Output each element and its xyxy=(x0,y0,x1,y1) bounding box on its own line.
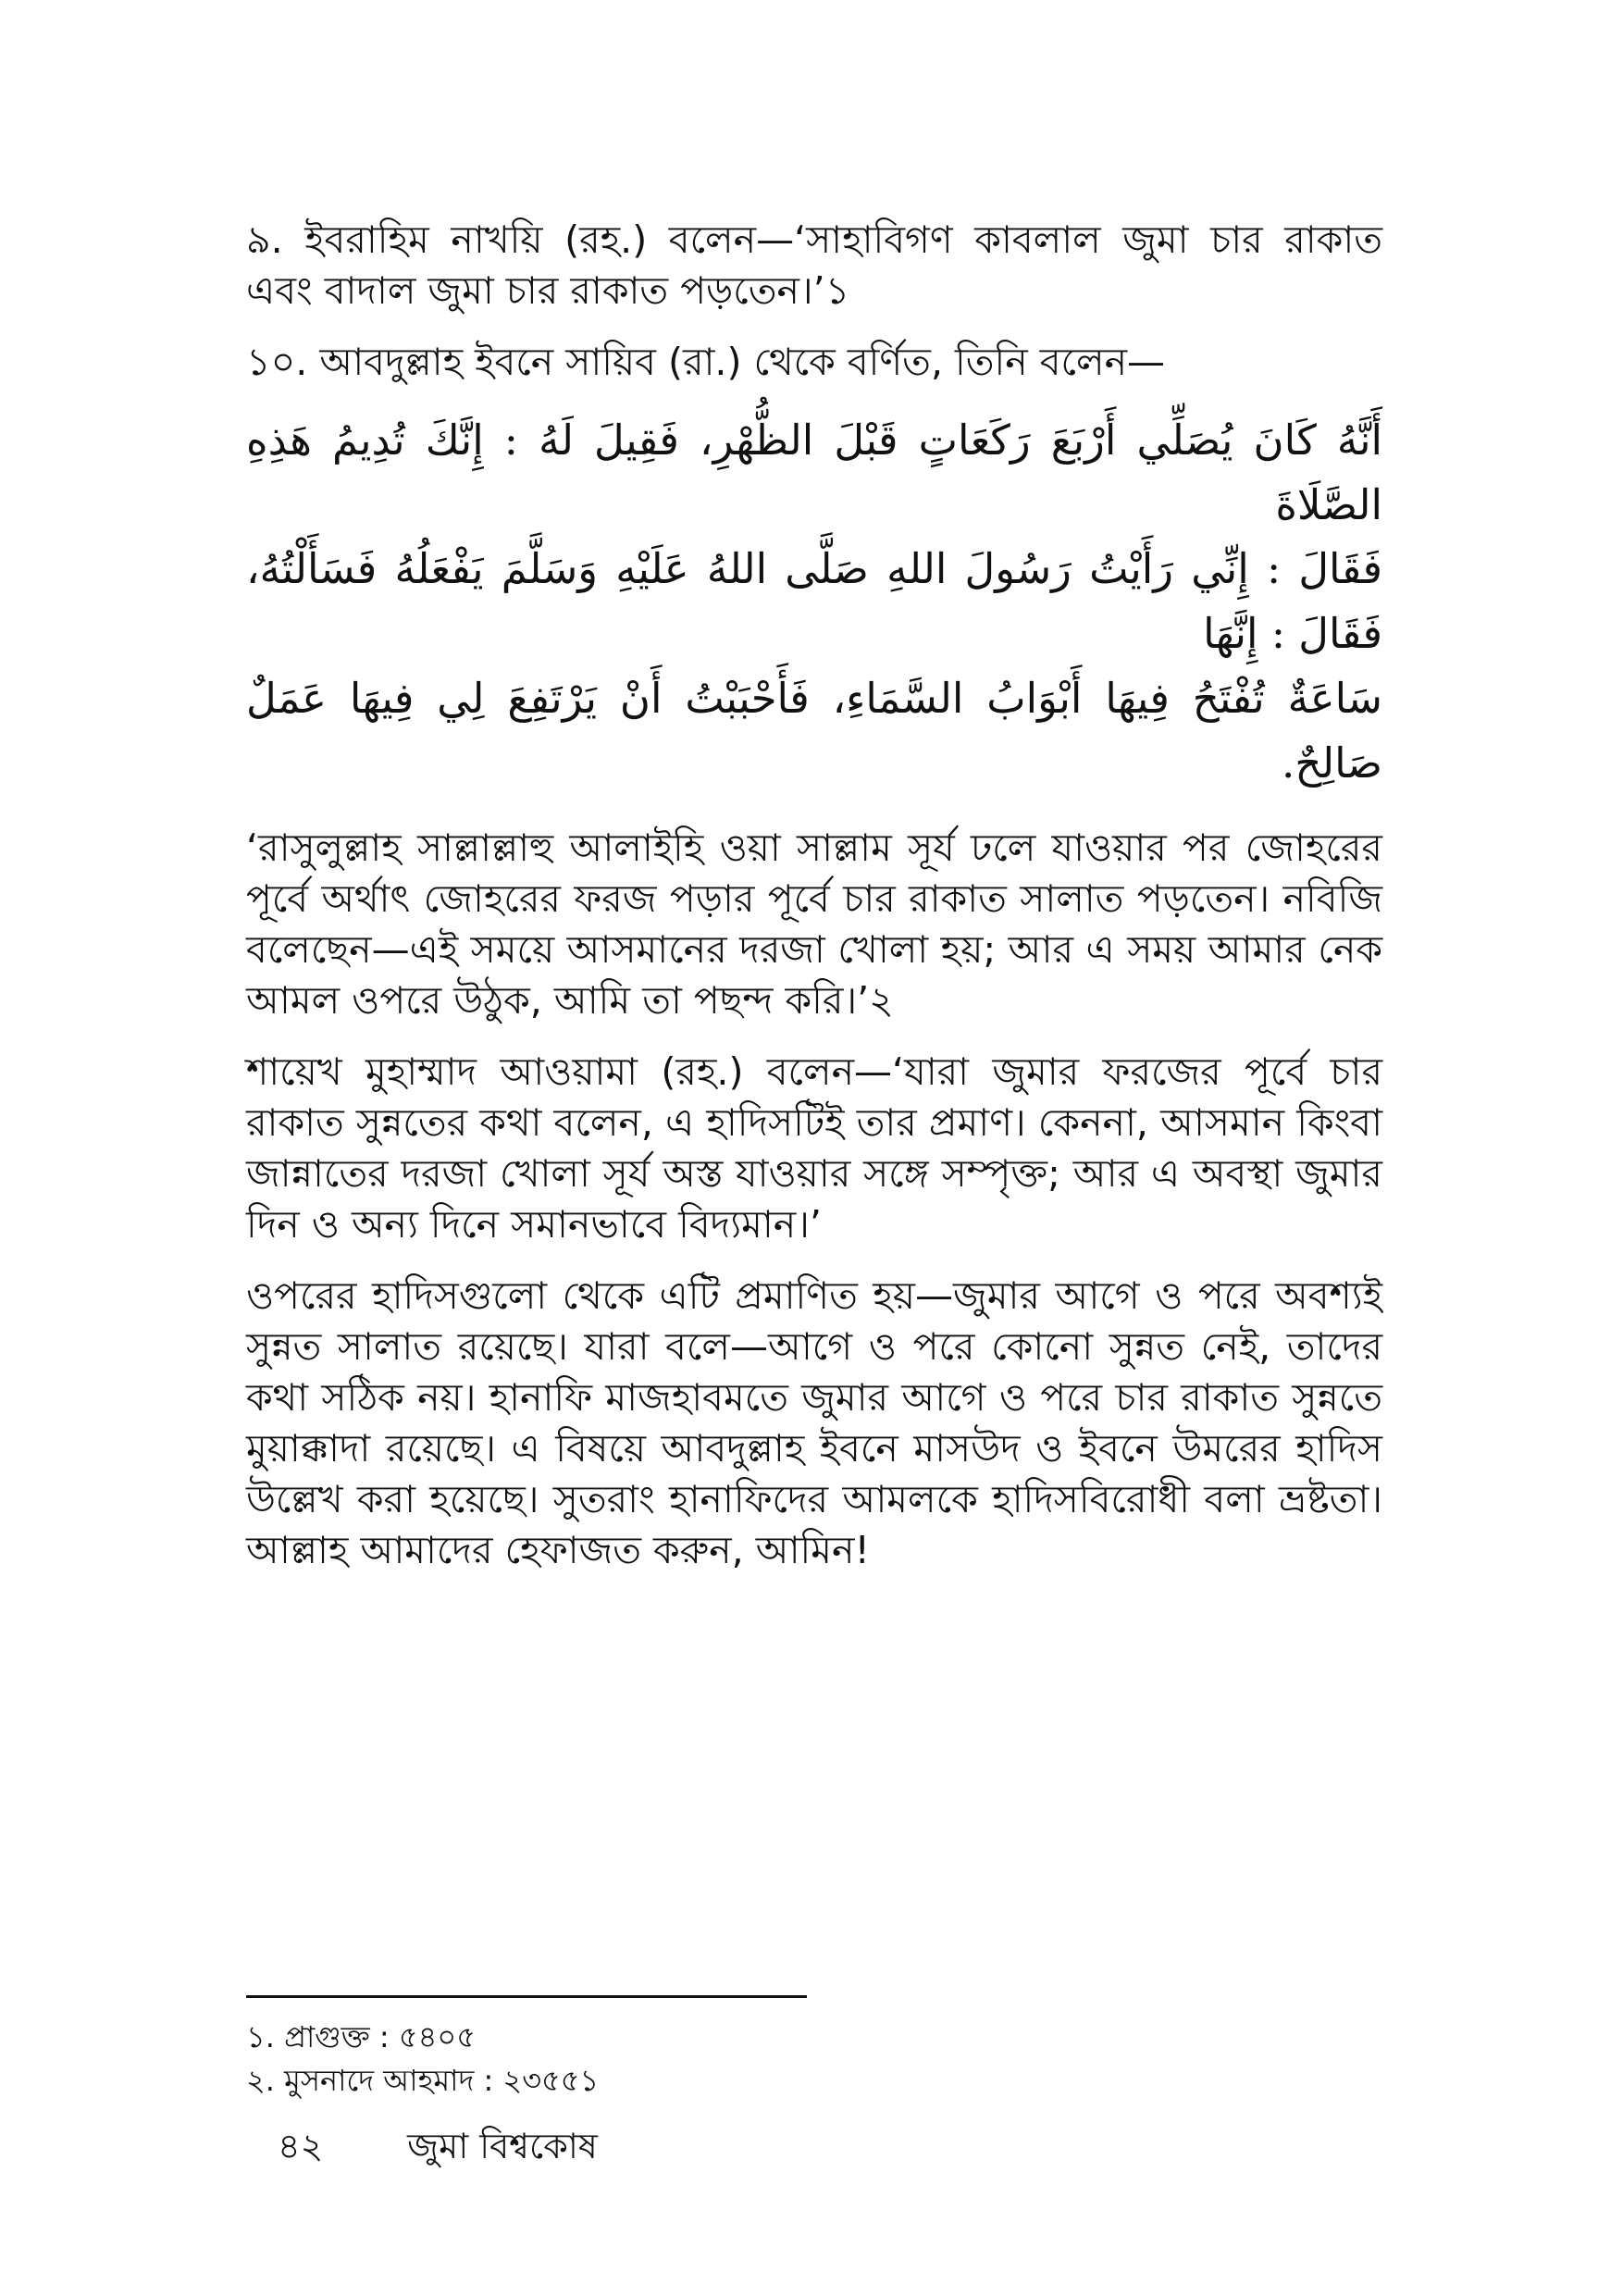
footnote-2: ২. মুসনাদে আহমাদ : ২৩৫৫১ xyxy=(246,2063,600,2099)
arabic-line: فَقَالَ : إِنِّي رَأَيْتُ رَسُولَ اللهِ صَلَّى اللهُ عَلَيْهِ وَسَلَّمَ يَفْعَلُهُ فَسَأَلْتُهُ، فَقَالَ : إِنَّهَا xyxy=(246,544,1382,659)
arabic-line: سَاعَةٌ تُفْتَحُ فِيهَا أَبْوَابُ السَّمَاءِ، فَأَحْبَبْتُ أَنْ يَرْتَفِعَ لِي فِيهَا عَمَلٌ صَالِحٌ. xyxy=(246,673,1382,788)
page-footer xyxy=(278,2119,598,2178)
footnote-1: ১. প্রাগুক্ত : ৫৪০৫ xyxy=(246,2019,476,2054)
book-title: জুমা বিশ্বকোষ xyxy=(407,2126,598,2166)
arabic-hadith xyxy=(246,408,1382,796)
footnote-divider xyxy=(246,1995,807,1998)
paragraph-conclusion: ওপরের হাদিসগুলো থেকে এটি প্রমাণিত হয়—জুমার আগে ও পরে অবশ্যই সুন্নত সালাত রয়েছে। যারা বলে—আগে ও পরে কোনো সুন্নত নেই, তাদের কথা সঠিক নয়। হানাফি মাজহাবমতে জুমার আগে ও পরে চার রাকাত সুন্নতে মুয়াক্কাদা রয়েছে। এ বিষয়ে আবদুল্লাহ ইবনে মাসউদ ও ইবনে উমরের হাদিস উল্লেখ করা হয়েছে। সুতরাং হানাফিদের আমলকে হাদিসবিরোধী বলা ভ্রষ্টতা। আল্লাহ আমাদের হেফাজত করুন, আমিন! xyxy=(246,1272,1382,1572)
paragraph-awwama: শায়েখ মুহাম্মাদ আওয়ামা (রহ.) বলেন—‘যারা জুমার ফরজের পূর্বে চার রাকাত সুন্নতের কথা বলেন, এ হাদিসটিই তার প্রমাণ। কেননা, আসমান কিংবা জান্নাতের দরজা খোলা সূর্য অস্ত যাওয়ার সঙ্গে সম্পৃক্ত; আর এ অবস্থা জুমার দিন ও অন্য দিনে সমানভাবে বিদ্যমান।’ xyxy=(246,1049,1382,1247)
page-number: ৪২ xyxy=(278,2126,324,2166)
paragraph-abdullah-ibn-saib: ১০. আবদুল্লাহ ইবনে সায়িব (রা.) থেকে বর্ণিত, তিনি বলেন— xyxy=(246,339,1166,384)
hadith-translation: ‘রাসুলুল্লাহ সাল্লাল্লাহু আলাইহি ওয়া সাল্লাম সূর্য ঢলে যাওয়ার পর জোহরের পূর্বে অর্থাৎ জোহরের ফরজ পড়ার পূর্বে চার রাকাত সালাত পড়তেন। নবিজি বলেছেন—এই সময়ে আসমানের দরজা খোলা হয়; আর এ সময় আমার নেক আমল ওপরে উঠুক, আমি তা পছন্দ করি।’২ xyxy=(246,825,1382,1024)
paragraph-ibrahim-nakhai: ৯. ইবরাহিম নাখয়ি (রহ.) বলেন—‘সাহাবিগণ কাবলাল জুমা চার রাকাত এবং বাদাল জুমা চার রাকাত পড়তেন।’১ xyxy=(246,217,1382,313)
arabic-line: أَنَّهُ كَانَ يُصَلِّي أَرْبَعَ رَكَعَاتٍ قَبْلَ الظُّهْرِ، فَقِيلَ لَهُ : إِنَّكَ تُدِيمُ هَذِهِ الصَّلَاةَ xyxy=(246,415,1382,529)
footnotes xyxy=(246,2016,599,2104)
page-body xyxy=(246,215,1382,1595)
